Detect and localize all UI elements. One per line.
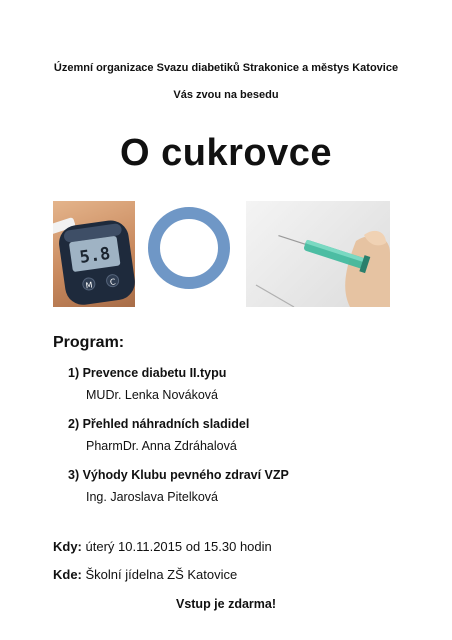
program-item-1-title: 1) Prevence diabetu II.typu [68,366,227,380]
program-item-1-speaker: MUDr. Lenka Nováková [86,388,219,402]
syringe-image [246,201,390,307]
program-item-2-title: 2) Přehled náhradních sladidel [68,417,250,431]
free-entry-note: Vstup je zdarma! [175,597,277,611]
event-location-label: Kde: [53,567,82,582]
syringe-illustration [246,201,390,307]
organizer-line: Územní organizace Svazu diabetiků Strakonice a městys Katovice [53,62,399,74]
diabetes-ring-icon [147,206,231,290]
glucose-meter-image [53,201,135,307]
program-heading: Program: [53,334,125,351]
event-time-label: Kdy: [53,539,82,554]
page-title: O cukrovce [120,132,332,174]
invitation-line: Vás zvou na besedu [173,89,279,101]
event-location-value: Školní jídelna ZŠ Katovice [81,567,238,582]
meter-reading: 5.8 [78,243,112,268]
program-item-3-title: 3) Výhody Klubu pevného zdraví VZP [68,468,289,482]
event-time-value: úterý 10.11.2015 od 15.30 hodin [81,539,272,554]
meter-button-c: C [109,277,117,287]
program-item-3-speaker: Ing. Jaroslava Pitelková [86,490,219,504]
glucose-meter-illustration [53,201,135,307]
event-location [53,567,237,582]
program-item-2-speaker: PharmDr. Anna Zdráhalová [86,439,237,453]
meter-button-m: M [85,280,94,291]
event-time [53,539,272,554]
